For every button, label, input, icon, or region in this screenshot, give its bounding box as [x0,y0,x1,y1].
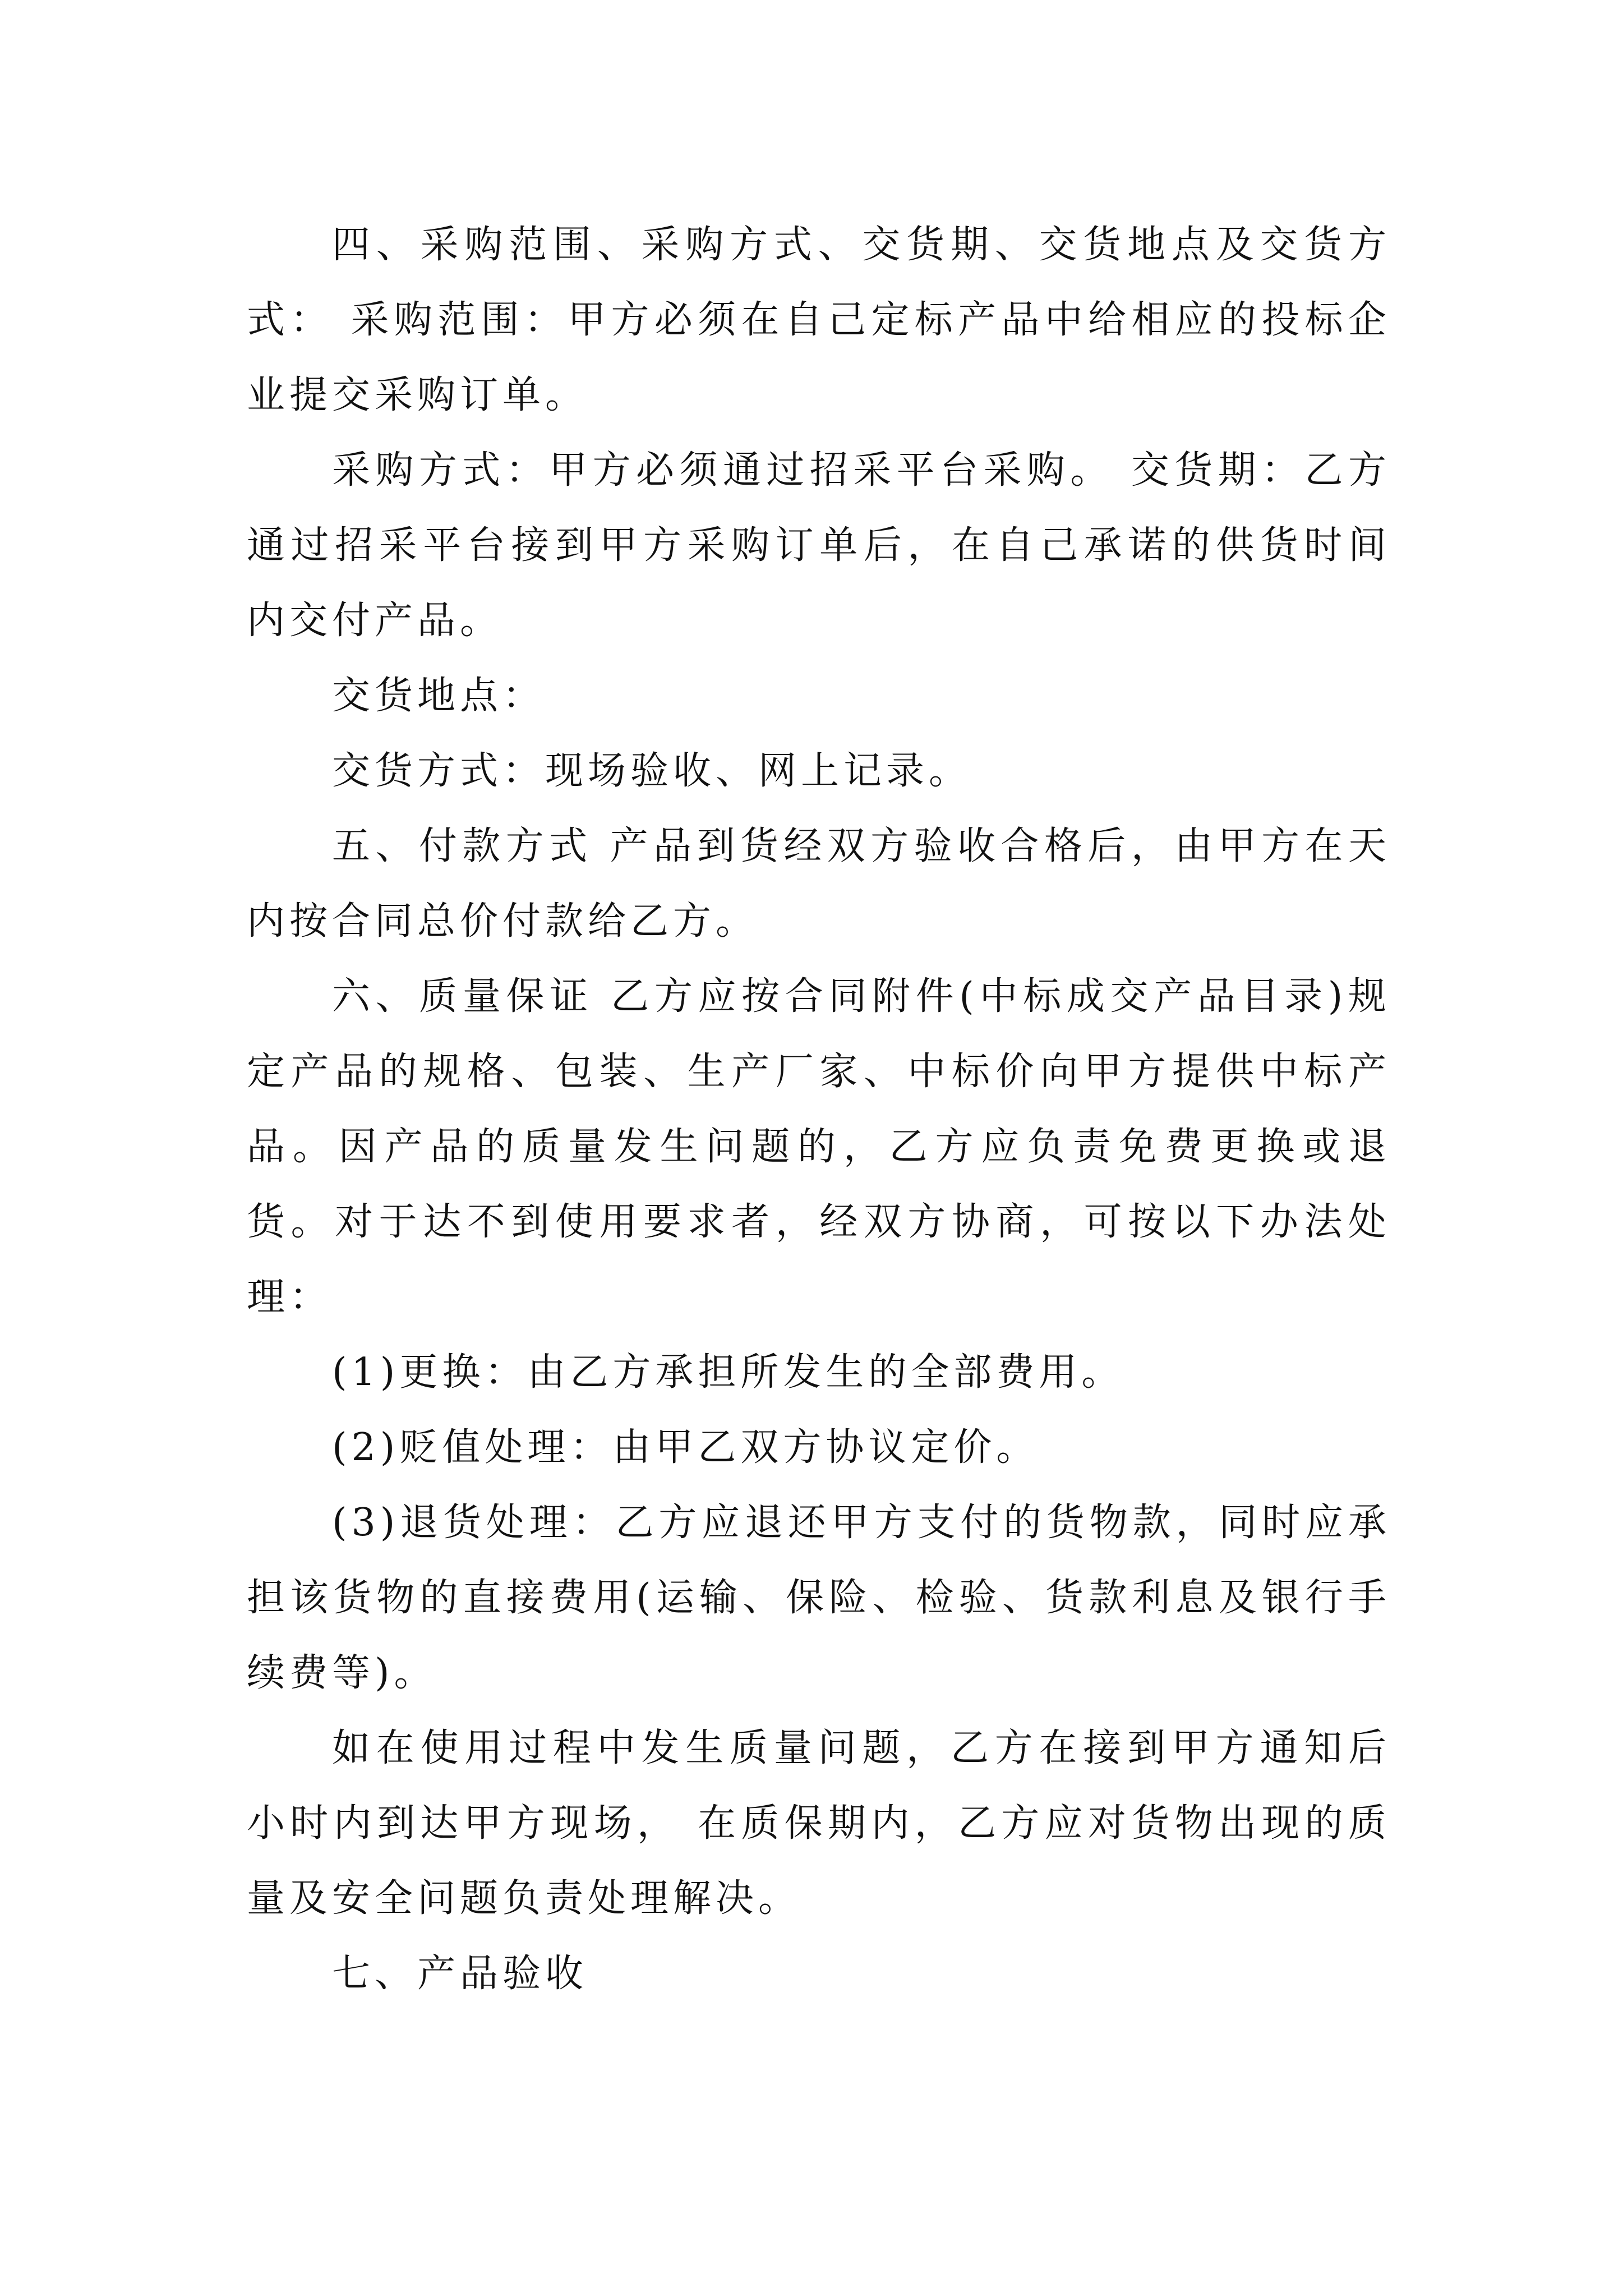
document-body [247,208,1391,2012]
quality-issue-response: 如在使用过程中发生质量问题，乙方在接到甲方通知后小时内到达甲方现场， 在质保期内，乙方应对货物出现的质量及安全问题负责处理解决。 [247,1726,1391,1921]
section-four-procurement-scope: 四、采购范围、采购方式、交货期、交货地点及交货方式： 采购范围：甲方必须在自己定标产品中给相应的投标企业提交采购订单。 [247,223,1391,417]
quality-option-return: (3)退货处理：乙方应退还甲方支付的货物款，同时应承担该货物的直接费用(运输、保险、检验、货款利息及银行手续费等)。 [247,1501,1391,1695]
delivery-method: 交货方式：现场验收、网上记录。 [332,749,972,793]
section-five-payment-method: 五、付款方式 产品到货经双方验收合格后，由甲方在天内按合同总价付款给乙方。 [247,824,1391,944]
delivery-location: 交货地点： [332,674,546,718]
quality-option-depreciation: (2)贬值处理：由甲乙双方协议定价。 [332,1425,1039,1470]
procurement-method-and-delivery-period: 采购方式：甲方必须通过招采平台采购。 交货期：乙方通过招采平台接到甲方采购订单后，在自己承诺的供货时间内交付产品。 [247,448,1391,643]
section-six-quality-assurance: 六、质量保证 乙方应按合同附件(中标成交产品目录)规定产品的规格、包装、生产厂家、中标价向甲方提供中标产品。因产品的质量发生问题的，乙方应负责免费更换或退货。对于达不到使用要求者，经双方协商，可按以下办法处理： [247,974,1391,1319]
section-seven-product-acceptance: 七、产品验收 [332,1952,588,1996]
quality-option-replacement: (1)更换：由乙方承担所发生的全部费用。 [332,1350,1124,1395]
